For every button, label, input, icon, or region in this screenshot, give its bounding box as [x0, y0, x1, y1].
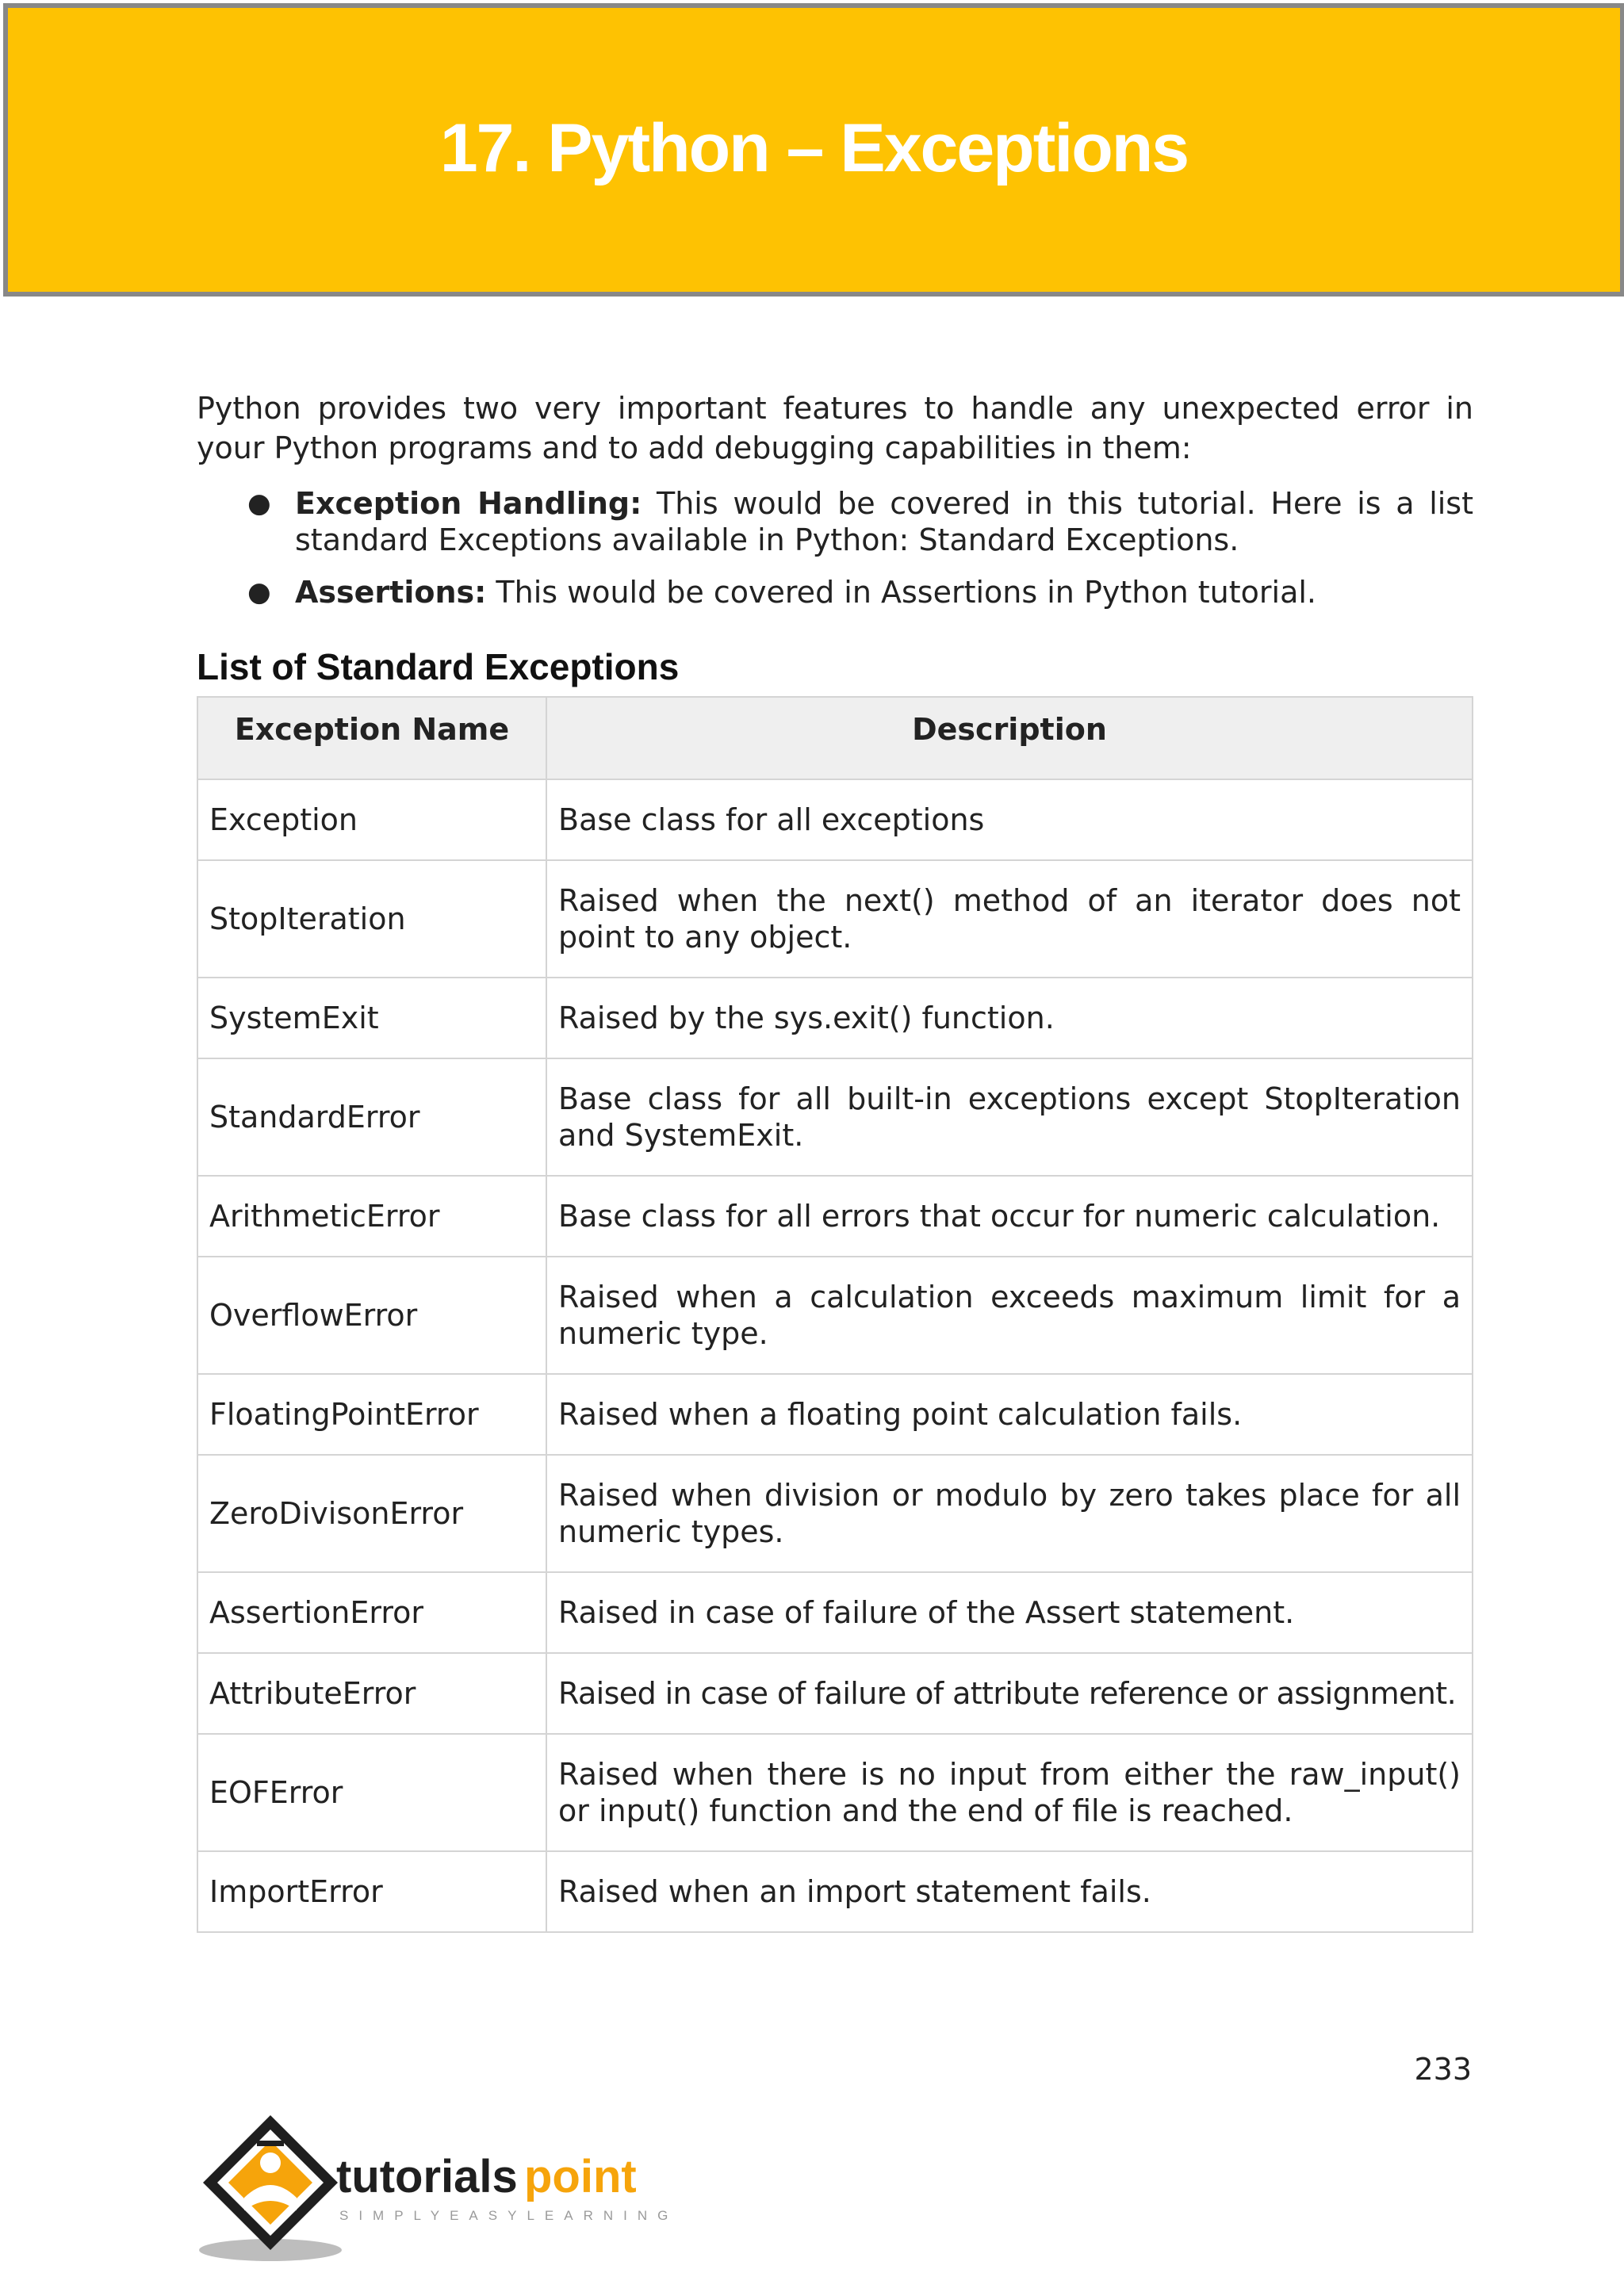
- exception-name: ImportError: [197, 1851, 546, 1932]
- exception-description: Raised when division or modulo by zero takes place for all numeric types.: [546, 1455, 1473, 1572]
- exception-name: ZeroDivisonError: [197, 1455, 546, 1572]
- column-header: Description: [546, 697, 1473, 779]
- table-row: [197, 779, 1473, 860]
- exception-name: SystemExit: [197, 978, 546, 1058]
- feature-list: [197, 485, 1473, 610]
- exception-description: Base class for all errors that occur for numeric calculation.: [546, 1176, 1473, 1257]
- exception-name: FloatingPointError: [197, 1374, 546, 1455]
- table-row: [197, 1851, 1473, 1932]
- exception-description: Raised when an import statement fails.: [546, 1851, 1473, 1932]
- exception-name: StandardError: [197, 1058, 546, 1176]
- table-row: [197, 1257, 1473, 1374]
- page-content: [197, 388, 1473, 1933]
- column-header: Exception Name: [197, 697, 546, 779]
- table-row: [197, 1176, 1473, 1257]
- tutorialspoint-logo: [195, 2109, 687, 2267]
- page-number: 233: [1414, 2052, 1472, 2087]
- exception-description: Raised in case of failure of the Assert statement.: [546, 1572, 1473, 1653]
- table-header-row: [197, 697, 1473, 779]
- bullet-text: This would be covered in Assertions in Python tutorial.: [486, 575, 1316, 610]
- list-item: [247, 485, 1474, 558]
- bullet-text: This would be covered in this tutorial. Here is a list standard Exceptions available in Python: Standard Exceptions.: [295, 486, 1474, 557]
- exceptions-table: [197, 696, 1473, 1933]
- exception-description: Base class for all exceptions: [546, 779, 1473, 860]
- logo-word-left: tutorials: [336, 2151, 518, 2202]
- exception-name: ArithmeticError: [197, 1176, 546, 1257]
- table-row: [197, 1734, 1473, 1851]
- logo-tagline: SIMPLYEASYLEARNING: [339, 2208, 679, 2223]
- exception-name: StopIteration: [197, 860, 546, 978]
- table-row: [197, 1653, 1473, 1734]
- table-row: [197, 1455, 1473, 1572]
- exception-description: Raised in case of failure of attribute reference or assignment.: [546, 1653, 1473, 1734]
- list-item: [247, 574, 1473, 610]
- exception-description: Raised when the next() method of an iterator does not point to any object.: [546, 860, 1473, 978]
- table-row: [197, 1058, 1473, 1176]
- exception-description: Raised by the sys.exit() function.: [546, 978, 1473, 1058]
- exception-name: OverflowError: [197, 1257, 546, 1374]
- bullet-icon: ●: [247, 488, 271, 519]
- graduate-diamond-icon: [203, 2115, 338, 2250]
- exception-description: Base class for all built-in exceptions except StopIteration and SystemExit.: [546, 1058, 1473, 1176]
- table-row: [197, 978, 1473, 1058]
- bullet-icon: ●: [247, 576, 271, 608]
- bullet-term: Assertions:: [295, 575, 487, 610]
- exception-name: AttributeError: [197, 1653, 546, 1734]
- logo-word-right: point: [524, 2151, 637, 2202]
- bullet-term: Exception Handling:: [295, 486, 642, 521]
- exception-description: Raised when there is no input from either the raw_input() or input() function and the end of file is reached.: [546, 1734, 1473, 1851]
- exception-description: Raised when a floating point calculation fails.: [546, 1374, 1473, 1455]
- table-row: [197, 860, 1473, 978]
- chapter-banner: [3, 3, 1624, 297]
- exception-description: Raised when a calculation exceeds maximum limit for a numeric type.: [546, 1257, 1473, 1374]
- table-row: [197, 1572, 1473, 1653]
- section-heading: List of Standard Exceptions: [197, 646, 680, 687]
- chapter-title: 17. Python – Exceptions: [439, 110, 1189, 186]
- table-row: [197, 1374, 1473, 1455]
- intro-paragraph: Python provides two very important features to handle any unexpected error in your Python programs and to add debugging capabilities in them:: [197, 391, 1473, 465]
- exception-name: EOFError: [197, 1734, 546, 1851]
- exception-name: Exception: [197, 779, 546, 860]
- exception-name: AssertionError: [197, 1572, 546, 1653]
